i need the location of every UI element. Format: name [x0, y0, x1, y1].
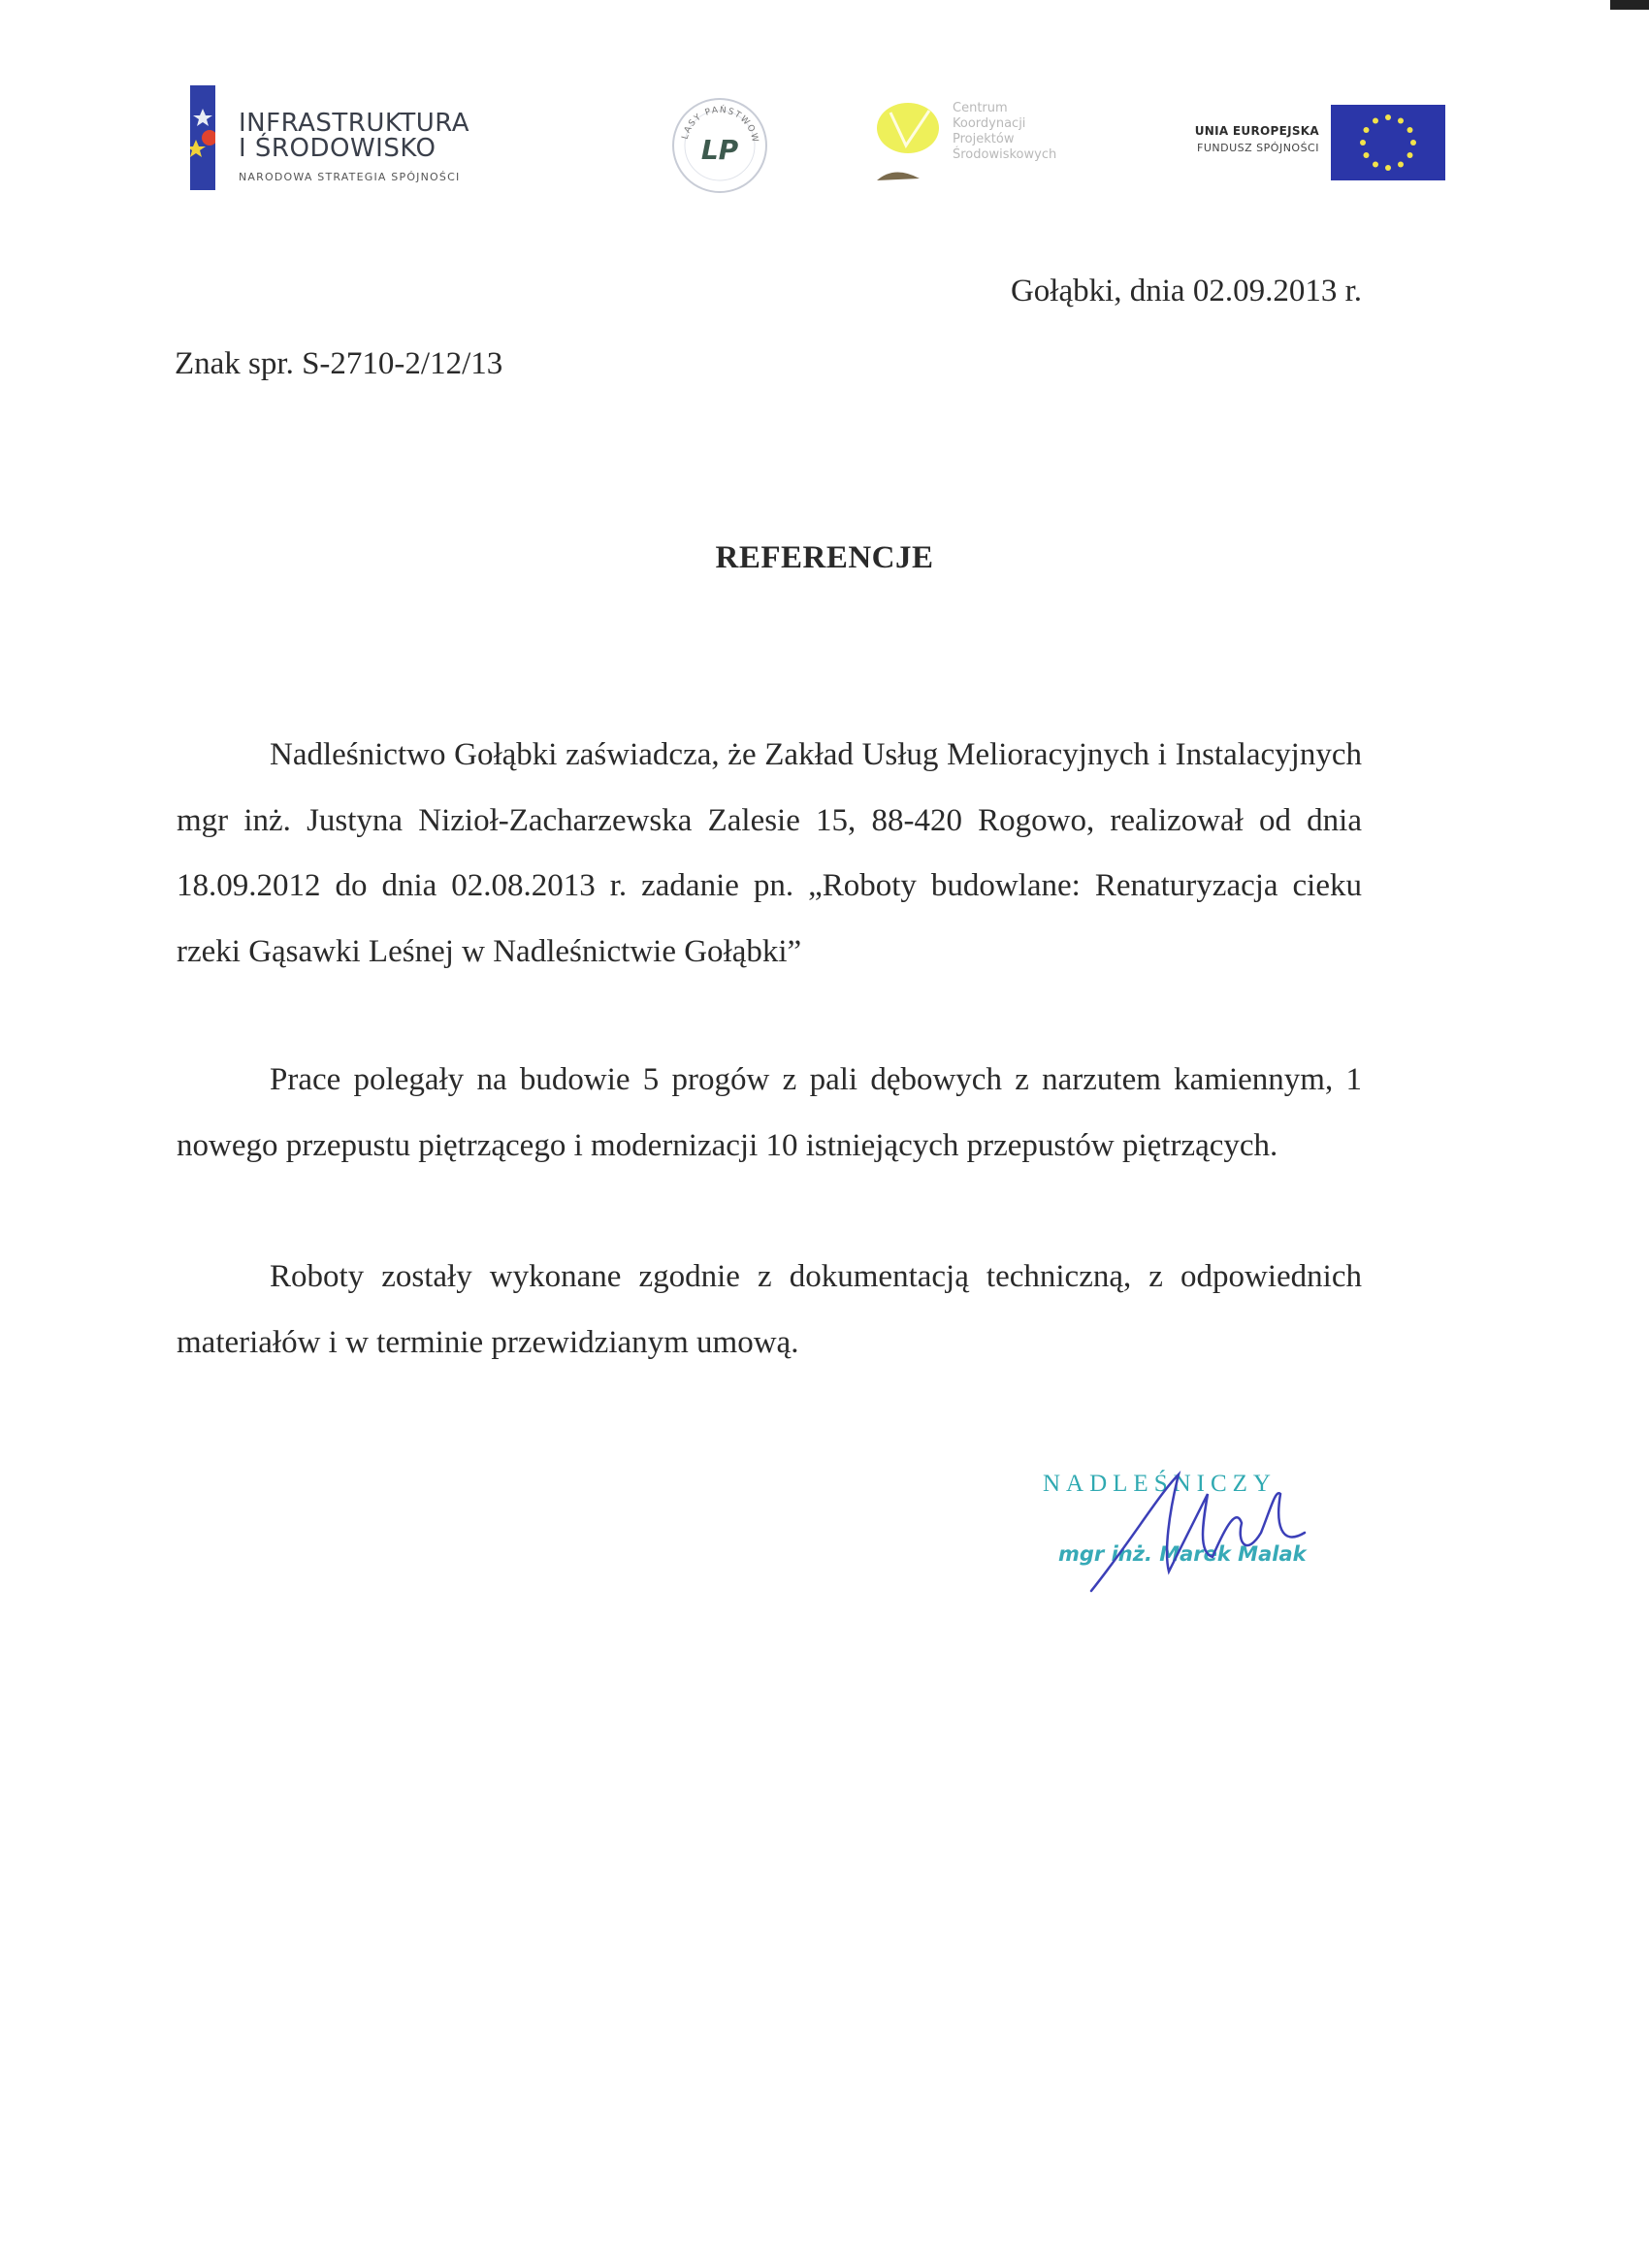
paragraph-text: Nadleśnictwo Gołąbki zaświadcza, że Zakład Usług Melioracyjnych i Instalacyjnych mgr inż. Justyna Nizioł-Zacharzewska Zalesie 15, 88-420 Rogowo, realizował od dnia 18.09.2012 do dnia 02.08.2013 r. zadanie pn. „Roboty budowlane: Renaturyzacja cieku rzeki Gąsawki Leśnej w Nadleśnictwie Gołąbki”: [177, 737, 1362, 969]
lasy-panstwowe-mark: LP: [700, 134, 739, 166]
eu-star: [1360, 140, 1366, 146]
ckps-line-3: Projektów: [953, 132, 1015, 146]
ckps-line-1: Centrum: [953, 101, 1008, 115]
logo-infrastruktura-srodowisko: [190, 85, 559, 202]
eu-star: [1373, 117, 1378, 123]
eu-star: [1373, 162, 1378, 168]
eu-star: [1363, 152, 1369, 158]
body-paragraph-1: [177, 723, 1362, 985]
ckps-leaf-icon: [873, 101, 943, 188]
logo-unia-europejska: [1164, 105, 1455, 182]
infrastruktura-flag-icon: [190, 85, 215, 190]
body-paragraph-2: [177, 1048, 1362, 1179]
ckps-line-2: Koordynacji: [953, 116, 1026, 131]
eu-star: [1385, 114, 1391, 120]
paragraph-text: Roboty zostały wykonane zgodnie z dokumentacją techniczną, z odpowiednich materiałów i w terminie przewidzianym umową.: [177, 1259, 1362, 1360]
eu-star: [1398, 162, 1404, 168]
stamp-name: mgr inż. Marek Malak: [1058, 1542, 1307, 1566]
eu-star: [1407, 127, 1413, 133]
eu-star: [1398, 117, 1404, 123]
lasy-panstwowe-emblem-icon: [669, 95, 770, 196]
infrastruktura-subtitle: NARODOWA STRATEGIA SPÓJNOŚCI: [239, 171, 461, 183]
eu-star: [1410, 140, 1416, 146]
reference-number: Znak spr. S-2710-2/12/13: [175, 346, 503, 381]
paragraph-text: Prace polegały na budowie 5 progów z pali dębowych z narzutem kamiennym, 1 nowego przepustu piętrzącego i modernizacji 10 istniejących przepustów piętrzących.: [177, 1062, 1362, 1163]
eu-star: [1385, 165, 1391, 171]
infrastruktura-line2: I ŚRODOWISKO: [239, 134, 436, 163]
official-stamp: [1033, 1455, 1382, 1601]
handwritten-signature-icon: [1072, 1465, 1324, 1601]
infrastruktura-line1: INFRASTRUKTURA: [239, 109, 470, 138]
eu-star: [1363, 127, 1369, 133]
stamp-title: NADLEŚNICZY: [1043, 1471, 1277, 1497]
eu-star: [1407, 152, 1413, 158]
eu-subtitle: FUNDUSZ SPÓJNOŚCI: [1197, 142, 1319, 154]
body-paragraph-3: [177, 1245, 1362, 1376]
document-title: REFERENCJE: [715, 540, 934, 575]
place-and-date: Gołąbki, dnia 02.09.2013 r.: [1010, 274, 1362, 308]
lasy-panstwowe-ring-text: LASY PAŃSTWOW: [680, 105, 760, 145]
eu-title: UNIA EUROPEJSKA: [1194, 124, 1319, 138]
eu-flag-icon: [1331, 105, 1445, 180]
ckps-line-4: Środowiskowych: [953, 147, 1057, 162]
logo-lasy-panstwowe: [669, 95, 770, 196]
scan-edge-mark: [1610, 0, 1649, 10]
